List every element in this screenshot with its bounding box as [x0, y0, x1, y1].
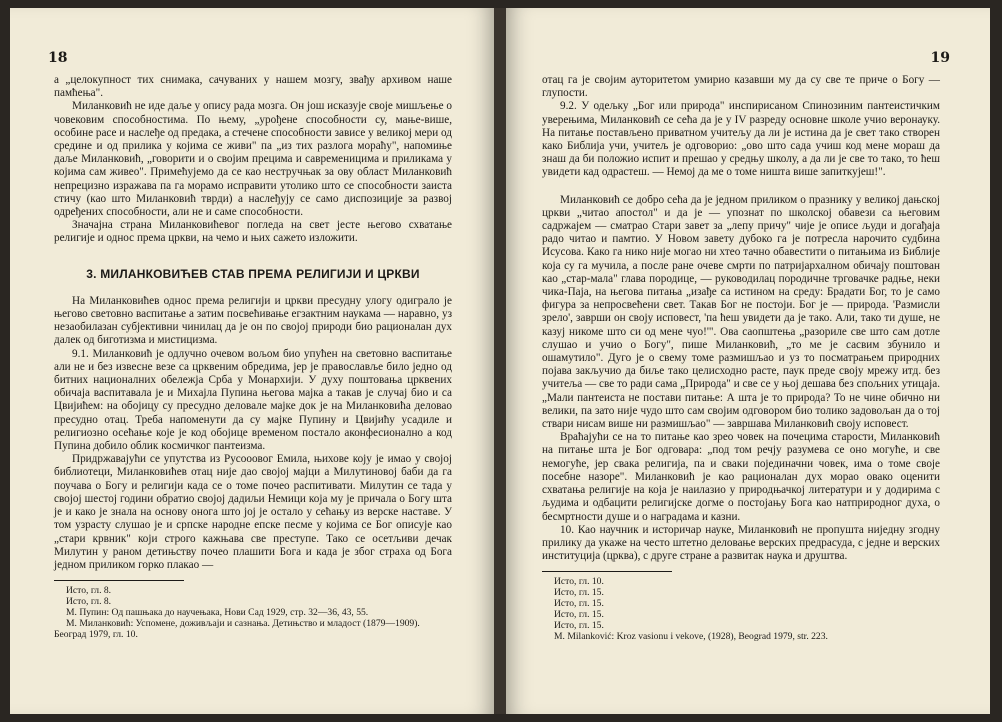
footnote: Исто, гл. 10. [554, 576, 604, 588]
page-number: 18 [48, 50, 68, 66]
paragraph: 10. Као научник и историчар науке, Миланковић не пропушта ниједну згодну прилику да укаже на често штетно деловање верских предрасуда, с једне и верских институција (црква), с друге стране а развитак наука и друштва. [542, 523, 940, 563]
right-page [506, 8, 990, 714]
paragraph: а „целокупност тих снимака, сачуваних у нашем мозгу, звађу архивом наше памћења". [54, 74, 452, 100]
paragraph: Придржавајући се упутства из Русооовог Емила, њихове коју је имао у својој библиотеци, Миланковићев отац није дао својој мајци а Милутиновој баби да га поучава о Богу и религији када се о томе почео распитивати. Милутин се тада у својој шестој години обратио својој дадиљи Немици која му је причала о Богу шта је и како је знала на основу онога што јој је остало у сећању из верске наставе. У том узрасту слушао је и српске народне епске песме у којима се Бог описује као „стари крвник" који строго кажњава све преступе. Тако се осетљиви дечак Милутин у раном детињству почео плашити Бога и када је због страха од Бога једном приликом горко плакао — [54, 453, 452, 571]
section-heading: 3. МИЛАНКОВИЋЕВ СТАВ ПРЕМА РЕЛИГИЈИ И ЦРКВИ [86, 266, 420, 281]
page-body [54, 74, 452, 640]
page-body [542, 74, 940, 642]
footnotes [54, 585, 452, 640]
paragraph: Миланковић се добро сећа да је једном приликом о празнику у великој дањској цркви „читао апостол" и да је — упознат по школској обавези са његовим садржајем — сматрао Стари завет за „лепу причу" чије је описе људи и догађаја радо читао и памтио. У Новом завету дубоко га је потресла нарочито судбина Исусова. Како га нико није могао ни хтео тачно обавестити о питањима из Библије која су га мучила, а после ране очеве смрти по патријархалном обичају поштован као „стар-мала" глава породице, — руководилац породичне трговачке радње, неки чика-Паја, на његова питања „изађе са истином на среду: Брадати Бог, то је само фигура за непросвећени свет. Такав Бог не постоји. Бог је — природа. 'Размисли зрело', заврши он своју исповест, 'па ћеш увидети да је тако. Али, тако ти душе, не казуј никоме што си од мене чуо!'". Ова саопштења „разориле све што сам дотле слушао и учио о Богу", пише Миланковић, „то ме је сасвим збунило и ошамутило". Дуго је о свему томе размишљао и уз то посматрањем природних појава закључио да биље тако целисходно расте, паук преде своју мрежу итд. без учитеља — све то ради сама „Природа" и све се у њој дешава без спољних утицаја. „Мали пантеиста не постави питање: А шта је то природа? То не чине обично ни велики, па зато није чудо што сам својим одговором био толико задовољан да о тој ствари нисам више ни размишљао" — завршава Миланковић своју исповест. [542, 193, 940, 431]
footnote-rule [542, 571, 672, 572]
paragraph: отац га је својим ауторитетом умирио казавши му да су све те приче о Богу — глупости. [542, 74, 940, 100]
footnote: Исто, гл. 8. [66, 585, 112, 597]
paragraph: 9.2. У одељку „Бог или природа" инспирисаном Спинозиним пантеистичким уверењима, Миланковић се сећа да је у IV разреду основне школе учио веронауку. На питање постављено приватном учитељу да ли је истина да је свет тако створен како Библија учи, учитељ је одговорио: „ово што сада учиш код мене мораш да знаш да би положио испит и прешао у средњу школу, а да ли је све то тако, то ћеш увидети кад одрастеш. — Немој да ме о томе ништа више запиткујеш!". [542, 100, 940, 179]
footnote: Исто, гл. 15. [554, 598, 604, 610]
page-number: 19 [930, 50, 950, 66]
book-gutter [494, 8, 506, 714]
footnote: M. Milanković: Kroz vasionu i vekove, (1928), Beograd 1979, str. 223. [554, 631, 828, 643]
footnote: М. Миланковић: Успомене, доживљаји и сазнања. Детињство и младост (1879—1909). Београд 1979, гл. 10. [54, 618, 420, 641]
footnote: Исто, гл. 15. [554, 609, 604, 621]
paragraph: На Миланковићев однос према религији и цркви пресудну улогу одиграло је његово световно васпитање а затим посвећивање егзактним наукама — наравно, уз незаобилазан субјективни чинилац да је он по својој природи био рационалан дух далек од биготизма и мистицизма. [54, 294, 452, 347]
paragraph: Значајна страна Миланковићевог погледа на свет јесте његово схватање религије и однос према цркви, на чемо и њих сажето изложити. [54, 219, 452, 245]
left-page [10, 8, 494, 714]
footnote: Исто, гл. 15. [554, 620, 604, 632]
paragraph: Враћајући се на то питање као зрео човек на почецима старости, Миланковић на питање шта је Бог одговара: „под том речју разумева се оно могуће, и све немогуће, јер свака религија, па и сваки појединачни човек, има о томе своје посебне назоре". Миланковић је као рационалан дух морао овако оценити схватања религије на која је наилазио у природњачкој литератури и у додирима с људима и одбацити религијске догме о постојању Бога као натприродног духа, о бесмртности душе и о наградама и казни. [542, 431, 940, 523]
footnote: Исто, гл. 15. [554, 587, 604, 599]
paragraph: 9.1. Миланковић је одлучно очевом вољом био упућен на световно васпитање али не и без извесне везе са црквеним обредима, јер је православље било једно од битних националних обележја Срба у Монархији. У духу поштовања црквених обичаја васпитавала је и Михајла Пупина његова мајка а такав је случај био и са Цвијићем: на обојицу су пресудно деловале мајке док је на Миланковића деловао пресудно отац. Треба напоменути да су мајке Пупину и Цвијићу усадиле и религиозно осећање које је код обојице временом постало аконфесионално а код Пупина добило облик космичког пантеизма. [54, 347, 452, 453]
footnote: М. Пупин: Од пашњака до научењака, Нови Сад 1929, стр. 32—36, 43, 55. [66, 607, 369, 619]
paragraph: Миланковић не иде даље у опису рада мозга. Он још исказује своје мишљење о човековим способностима. По њему, „урођене способности су, мање-више, особине расе и наслеђе од предака, а стечене способности зависе у великој мери од средине и од прилика у којима се живи" па „из тих разлога мораћу", напомиње даље Миланковић, „говорити и о својим прецима и савременицима и приликама у којима сам живео". Примећујемо да се као нестручњак за ову област Миланковић непрецизно изражава па га морамо исправити утолико што се способности заиста стичу (као што Миланковић тврди) а наслеђују се само диспозиције за развој одређених способности, али не и саме способности. [54, 100, 452, 219]
footnote: Исто, гл. 8. [66, 596, 112, 608]
footnotes [542, 576, 940, 642]
footnote-rule [54, 580, 184, 581]
